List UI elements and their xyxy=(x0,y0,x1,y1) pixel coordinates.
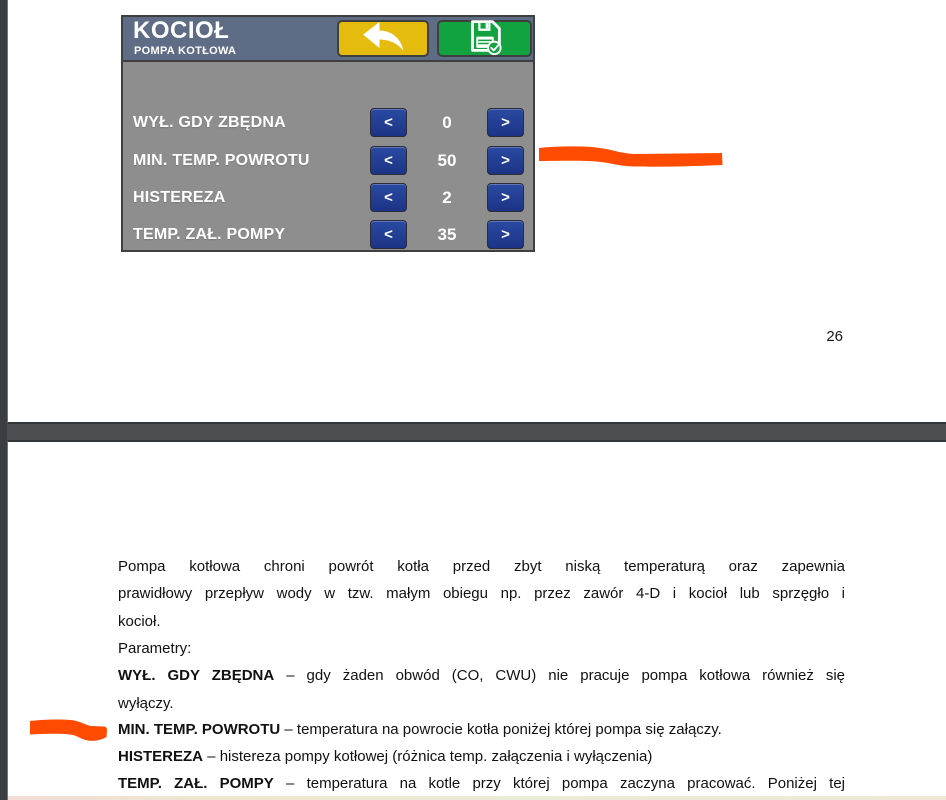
param-description-line: TEMP. ZAŁ. POMPY – temperatura na kotle przy której pompa zaczyna pracować. Poniżej tej xyxy=(118,775,845,792)
param-label: MIN. TEMP. POWROTU xyxy=(133,152,310,169)
highlighted-line-cutoff xyxy=(8,796,946,800)
decrement-button[interactable]: < xyxy=(370,183,407,212)
pdf-page-27 xyxy=(7,440,946,800)
hmi-header xyxy=(123,17,533,62)
param-value: 50 xyxy=(437,151,457,170)
param-row-min-temp-powrotu xyxy=(123,146,533,175)
param-label: TEMP. ZAŁ. POMPY xyxy=(133,226,286,243)
increment-button[interactable]: > xyxy=(487,183,524,212)
param-value: 0 xyxy=(442,113,452,132)
back-arrow-icon xyxy=(357,19,409,58)
body-text-line: kocioł. xyxy=(118,613,161,630)
hmi-screen-kociol-pompa-kotlowa xyxy=(121,15,535,252)
body-text-line: Parametry: xyxy=(118,640,192,657)
hmi-title: KOCIOŁ xyxy=(133,17,230,44)
body-text-line: wyłączy. xyxy=(118,695,174,712)
hmi-subtitle: POMPA KOTŁOWA xyxy=(134,45,237,57)
decrement-button[interactable]: < xyxy=(370,146,407,175)
body-text-line: prawidłowy przepływ wody w tzw. małym obiegu np. przez zawór 4-D i kocioł lub sprzęgło i xyxy=(118,585,845,602)
back-button[interactable] xyxy=(337,20,429,57)
param-row-histereza xyxy=(123,183,533,212)
param-label: HISTEREZA xyxy=(133,189,226,206)
param-row-temp-zal-pompy xyxy=(123,220,533,249)
param-description-line: MIN. TEMP. POWROTU – temperatura na powrocie kotła poniżej której pompa się załączy. xyxy=(118,721,722,738)
pdf-page-26 xyxy=(7,0,946,424)
page-number: 26 xyxy=(826,328,843,345)
decrement-button[interactable]: < xyxy=(370,220,407,249)
increment-button[interactable]: > xyxy=(487,220,524,249)
viewer-left-edge xyxy=(0,0,7,800)
param-value: 35 xyxy=(437,225,457,244)
param-label: WYŁ. GDY ZBĘDNA xyxy=(133,114,286,131)
increment-button[interactable]: > xyxy=(487,146,524,175)
save-button[interactable] xyxy=(437,20,532,57)
increment-button[interactable]: > xyxy=(487,108,524,137)
param-row-wyl-gdy-zbedna xyxy=(123,108,533,137)
param-value: 2 xyxy=(442,188,452,207)
decrement-button[interactable]: < xyxy=(370,108,407,137)
param-description-line: HISTEREZA – histereza pompy kotłowej (różnica temp. załączenia i wyłączenia) xyxy=(118,748,653,765)
param-description-line: WYŁ. GDY ZBĘDNA – gdy żaden obwód (CO, CWU) nie pracuje pompa kotłowa również się xyxy=(118,667,845,684)
body-text-line: Pompa kotłowa chroni powrót kotła przed zbyt niską temperaturą oraz zapewnia xyxy=(118,558,845,575)
save-floppy-check-icon xyxy=(465,16,505,61)
